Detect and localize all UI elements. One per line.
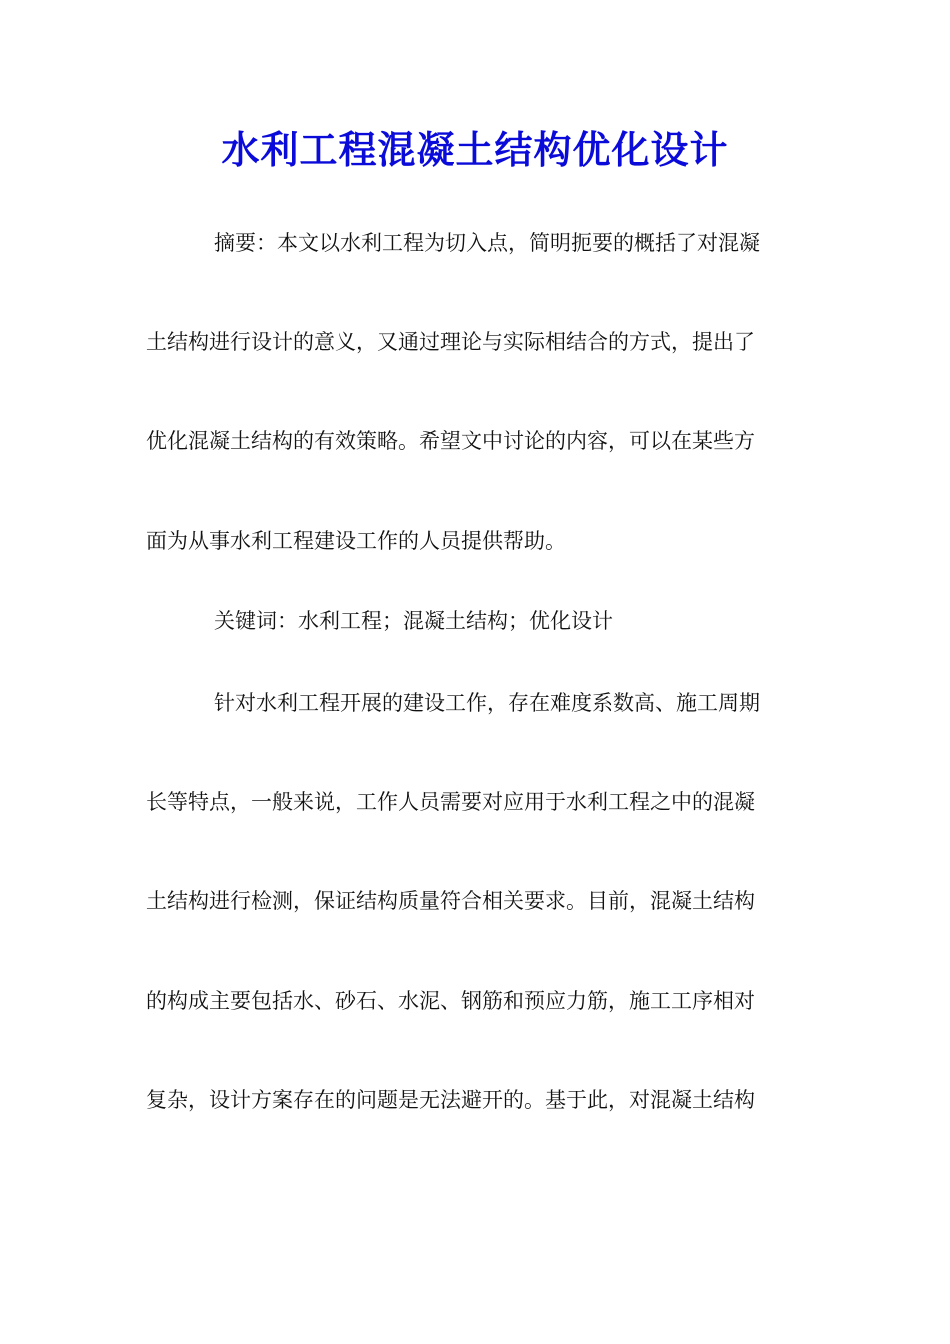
body-line-4: 的构成主要包括水、砂石、水泥、钢筋和预应力筋，施工工序相对 [146, 989, 755, 1013]
body-line-2: 长等特点，一般来说，工作人员需要对应用于水利工程之中的混凝 [146, 790, 755, 814]
abstract-line-3: 优化混凝土结构的有效策略。希望文中讨论的内容，可以在某些方 [146, 429, 755, 453]
body-line-1: 针对水利工程开展的建设工作，存在难度系数高、施工周期 [214, 691, 760, 715]
abstract-line-1: 摘要：本文以水利工程为切入点，简明扼要的概括了对混凝 [214, 231, 760, 255]
abstract-line-2: 土结构进行设计的意义，又通过理论与实际相结合的方式，提出了 [146, 330, 755, 354]
abstract-line-4: 面为从事水利工程建设工作的人员提供帮助。 [146, 529, 566, 553]
body-line-3: 土结构进行检测，保证结构质量符合相关要求。目前，混凝土结构 [146, 889, 755, 913]
keywords-line: 关键词：水利工程；混凝土结构；优化设计 [214, 609, 613, 633]
document-title: 水利工程混凝土结构优化设计 [221, 127, 729, 172]
body-line-5: 复杂，设计方案存在的问题是无法避开的。基于此，对混凝土结构 [146, 1088, 755, 1112]
